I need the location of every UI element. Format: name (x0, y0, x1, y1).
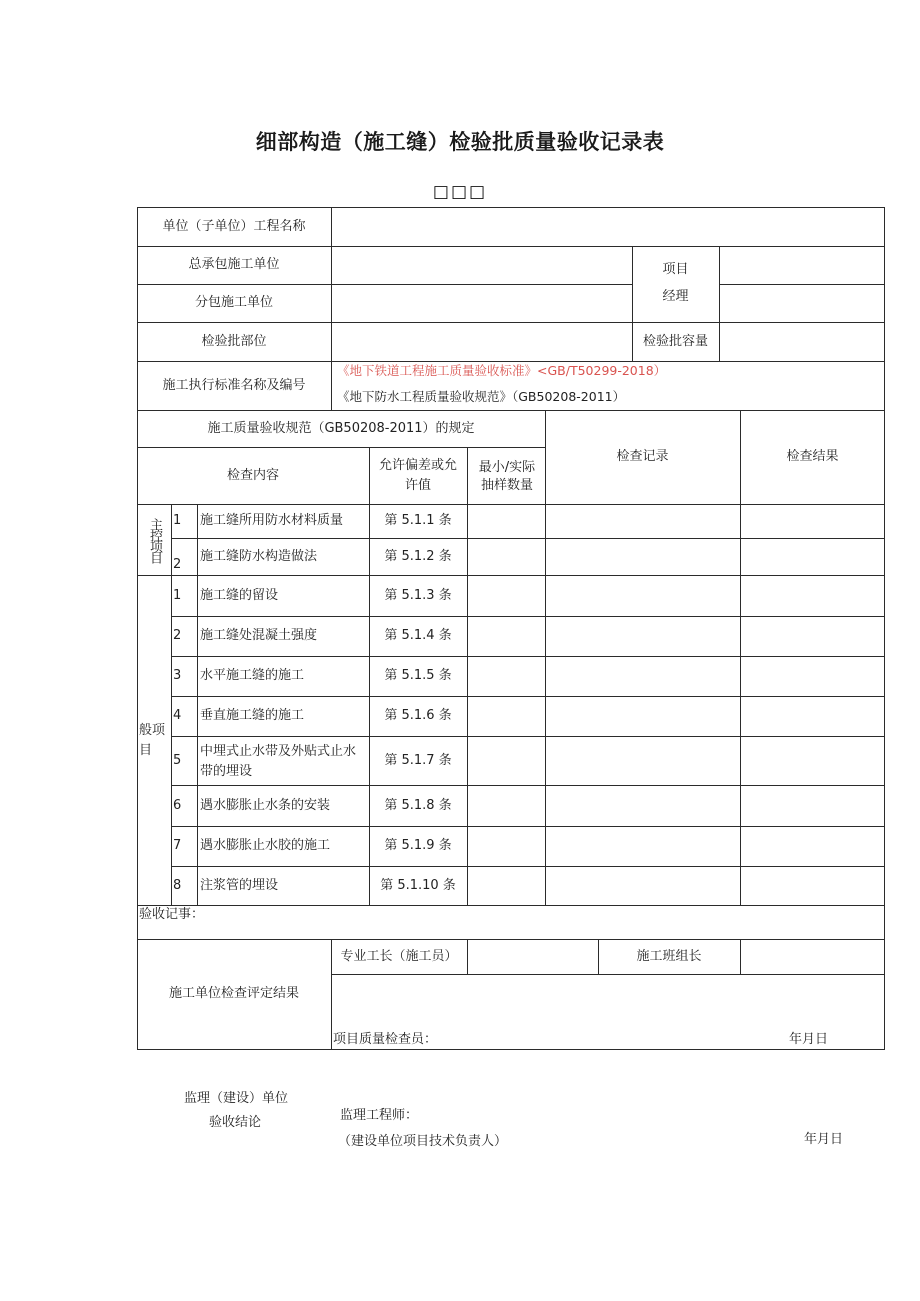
item-clause: 第 5.1.1 条 (384, 513, 452, 528)
standard-label: 施工执行标准名称及编号 (162, 377, 306, 393)
sample-qty-header: 最小/实际抽样数量 (478, 459, 536, 493)
item-number: 2 (173, 557, 182, 572)
supervision-date-label: 年月日 (804, 1132, 844, 1147)
rule (171, 504, 172, 905)
item-number: 4 (173, 708, 182, 723)
standard-name-1: 《地下铁道工程施工质量验收标准》<GB/T50299-2018） (337, 363, 667, 378)
rule (884, 207, 885, 1050)
check-record-header: 检查记录 (616, 449, 669, 464)
rule (171, 736, 885, 737)
standard-name-2: 《地下防水工程质量验收规范》（GB50208-2011） (337, 389, 626, 404)
check-content-header: 检查内容 (226, 467, 279, 483)
item-content: 施工缝的留设 (200, 587, 279, 603)
inspection-part-label: 检验批部位 (201, 333, 267, 349)
main-items-label: 主控项目 (147, 517, 162, 562)
item-number: 8 (173, 877, 182, 893)
allowed-header: 允许偏差或允许值 (378, 458, 457, 493)
item-clause: 第 5.1.8 条 (384, 797, 452, 813)
rule (171, 538, 885, 539)
code-boxes: □□□ (432, 182, 488, 202)
rule (467, 939, 468, 974)
rule (719, 284, 885, 285)
general-contractor-label: 总承包施工单位 (188, 257, 280, 272)
eval-date-label: 年月日 (789, 1032, 829, 1047)
foreman-label: 专业工长（施工员） (340, 948, 458, 964)
item-clause: 第 5.1.2 条 (384, 548, 452, 564)
supervision-conclusion-label: 验收结论 (209, 1115, 262, 1130)
item-clause: 第 5.1.7 条 (384, 752, 452, 768)
item-clause: 第 5.1.9 条 (384, 838, 452, 853)
item-clause: 第 5.1.4 条 (384, 628, 452, 643)
item-number: 6 (173, 797, 182, 813)
rule (467, 447, 468, 905)
item-clause: 第 5.1.10 条 (380, 877, 456, 893)
general-items-label: 般项目 (139, 723, 166, 758)
inspection-form (137, 207, 885, 1050)
general-items-group (137, 717, 171, 765)
project-manager-label: 经理 (662, 289, 689, 304)
item-content: 垂直施工缝的施工 (200, 708, 305, 723)
project-manager-label: 项目 (662, 262, 689, 277)
inspector-label: 项目质量检查员： (333, 1032, 438, 1047)
item-number: 7 (173, 838, 182, 853)
batch-capacity-label: 检验批容量 (642, 333, 708, 349)
item-content: 中埋式止水带及外贴式止水带的埋设 (200, 743, 357, 779)
supervision-unit-label: 监理（建设）单位 (184, 1091, 289, 1106)
item-clause: 第 5.1.3 条 (384, 587, 452, 603)
rule (331, 974, 885, 975)
item-number: 2 (173, 628, 182, 643)
page-title: 细部构造（施工缝）检验批质量验收记录表 (255, 130, 665, 154)
tech-lead-label: （建设单位项目技术负责人） (338, 1134, 508, 1149)
item-content: 施工缝所用防水材料质量 (200, 513, 344, 528)
item-content: 水平施工缝的施工 (200, 668, 305, 683)
rule (331, 207, 332, 410)
main-items-group (137, 504, 171, 575)
subcontractor-label: 分包施工单位 (194, 295, 273, 310)
item-content: 遇水膨胀止水胶的施工 (200, 838, 331, 853)
supervision-engineer-label: 监理工程师： (340, 1108, 419, 1123)
spec-rule-header: 施工质量验收规范（GB50208-2011）的规定 (207, 420, 475, 436)
item-number: 3 (173, 668, 182, 683)
item-content: 施工缝防水构造做法 (200, 549, 318, 564)
remarks-label: 验收记事： (139, 907, 205, 922)
item-number: 1 (173, 513, 182, 528)
rule (197, 504, 198, 905)
rule (740, 939, 741, 974)
rule (719, 246, 720, 361)
check-result-header: 检查结果 (786, 449, 839, 464)
item-content: 注浆管的埋设 (200, 877, 279, 893)
item-content: 遇水膨胀止水条的安装 (200, 797, 331, 813)
item-clause: 第 5.1.6 条 (384, 708, 452, 723)
team-leader-label: 施工班组长 (636, 948, 702, 964)
item-content: 施工缝处混凝土强度 (200, 628, 318, 643)
unit-project-label: 单位（子单位）工程名称 (162, 218, 306, 234)
item-clause: 第 5.1.5 条 (384, 668, 452, 683)
item-number: 5 (173, 752, 182, 768)
item-number: 1 (173, 587, 182, 603)
construction-eval-label: 施工单位检查评定结果 (168, 986, 299, 1001)
